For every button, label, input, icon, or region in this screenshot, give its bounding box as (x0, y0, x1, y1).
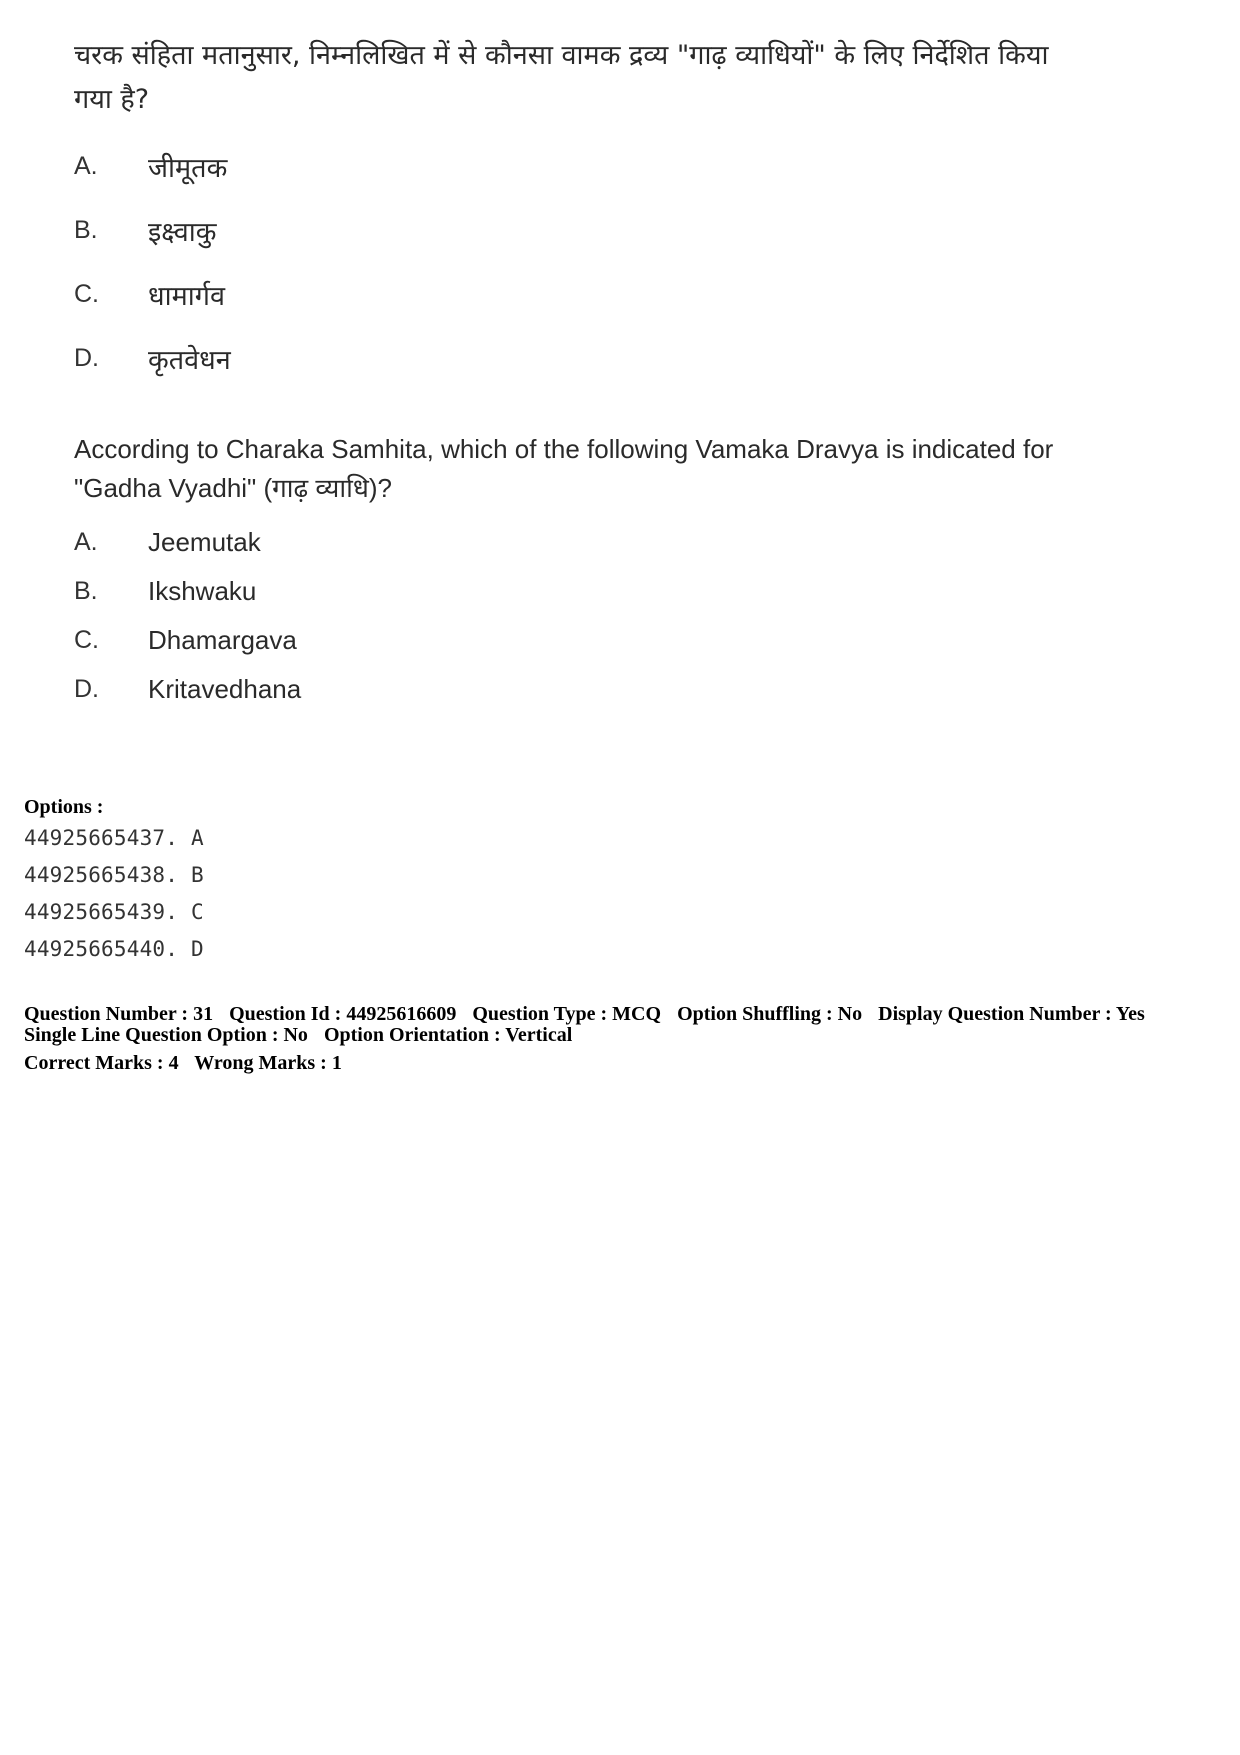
option-text: धामार्गव (148, 280, 225, 312)
question-type: Question Type : MCQ (472, 1003, 662, 1025)
question-id: Question Id : 44925616609 (229, 1003, 457, 1025)
option-id: 44925665438. B (24, 863, 204, 887)
question-image-english (74, 430, 1134, 714)
display-question-number: Display Question Number : Yes (878, 1003, 1145, 1025)
option-letter: D. (74, 343, 99, 372)
option-text: Jeemutak (148, 527, 261, 557)
option-orientation: Option Orientation : Vertical (323, 1024, 573, 1046)
option-shuffling: Option Shuffling : No (677, 1003, 863, 1025)
option-letter: B. (74, 215, 98, 244)
option-row (74, 326, 1134, 390)
option-text: जीमूतक (148, 152, 228, 184)
meta-line (24, 1004, 1156, 1025)
wrong-marks: Wrong Marks : 1 (194, 1052, 342, 1074)
option-text: Dhamargava (148, 625, 297, 655)
options-list (24, 794, 204, 968)
option-letter: A. (74, 151, 98, 180)
option-text: Kritavedhana (148, 674, 302, 704)
option-row (74, 134, 1134, 198)
option-letter: C. (74, 279, 99, 308)
option-id: 44925665439. C (24, 900, 204, 924)
option-row (74, 518, 1134, 567)
option-row (74, 616, 1134, 665)
question-text-hindi (74, 34, 1134, 122)
question-line: गया है? (74, 84, 150, 115)
question-image-hindi (74, 34, 1134, 390)
option-letter: B. (74, 577, 98, 605)
meta-line (24, 1025, 1156, 1046)
question-line: "Gadha Vyadhi" (गाढ़ व्याधि)? (74, 473, 392, 503)
option-row (74, 567, 1134, 616)
question-line: According to Charaka Samhita, which of the following Vamaka Dravya is indicated for (74, 434, 1054, 464)
question-line: चरक संहिता मतानुसार, निम्नलिखित में से कौनसा वामक द्रव्य "गाढ़ व्याधियों" के लिए निर्देशित किया (74, 40, 1049, 71)
options-heading: Options : (24, 796, 104, 818)
option-text: कृतवेधन (148, 344, 231, 376)
marks-line (24, 1053, 1156, 1074)
option-row (74, 665, 1134, 714)
option-row (74, 262, 1134, 326)
option-letter: C. (74, 626, 99, 654)
option-text: इक्ष्वाकु (148, 216, 217, 248)
question-text-english (74, 430, 1134, 508)
question-meta (24, 1004, 1156, 1074)
option-text: Ikshwaku (148, 576, 257, 606)
correct-marks: Correct Marks : 4 (24, 1052, 179, 1074)
option-row (74, 198, 1134, 262)
single-line-option: Single Line Question Option : No (24, 1024, 308, 1046)
option-letter: D. (74, 675, 99, 703)
option-id: 44925665440. D (24, 937, 204, 961)
option-id: 44925665437. A (24, 826, 204, 850)
option-letter: A. (74, 528, 98, 556)
question-number: Question Number : 31 (24, 1003, 214, 1025)
